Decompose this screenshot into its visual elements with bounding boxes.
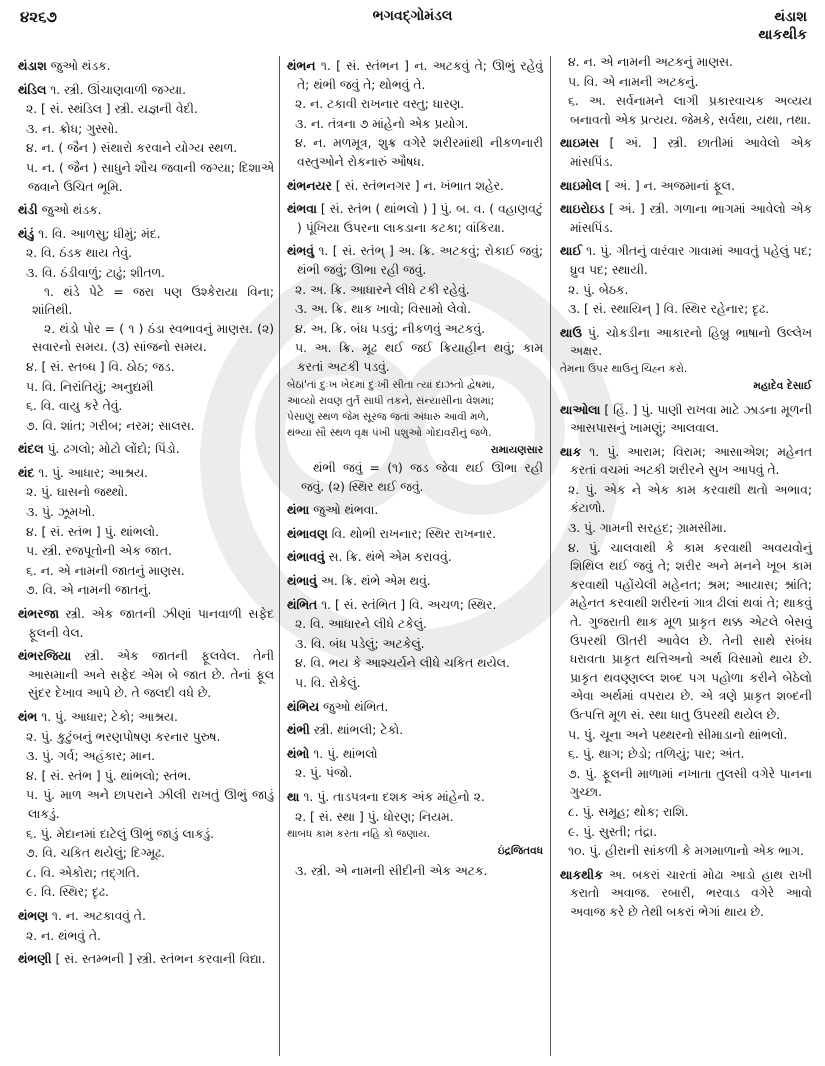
sense-definition: ૫. વિ. રોકેલું. [295, 676, 361, 691]
column-divider [550, 56, 551, 1056]
definition: ૧. [ સં. સ્તંભ્ ] અ. ક્રિ. અટકવું; રોકાઈ જવું; થંભી જવું; ઊભા રહી જવું. [297, 244, 543, 277]
sense-definition: ૩. વિ. ઠંડીવાળું; ટાઢું; શીતળ. [26, 265, 165, 280]
headword: થંભ [18, 710, 38, 724]
dictionary-entry [287, 242, 543, 279]
sense-definition: ૫. વિ. નિરાંતિયું; અનુદ્યમી [26, 379, 154, 394]
headword: થંભો [287, 746, 310, 761]
column-divider [279, 56, 280, 1056]
headword: થંભાવવું [287, 550, 325, 565]
definition: જુઓ થંડક. [50, 59, 111, 73]
headword: થંદ [18, 465, 35, 480]
dictionary-entry [287, 548, 543, 567]
headword: થાઇમોલ [560, 178, 602, 193]
sense-definition: ૩. [ સં. સ્થાયિન્ ] વિ. સ્થિર રહેનાર; દૃઢ. [568, 302, 770, 317]
sense-definition: ૩. પું. ગામની સરહદ; ગ્રામસીમા. [568, 521, 727, 536]
headword: થંભા [287, 503, 310, 518]
sense-definition: ૨. વિ. ઠંડક થાય તેવું. [26, 246, 132, 261]
headword: થંભણ [18, 908, 48, 923]
dictionary-entry [18, 647, 274, 703]
column-1 [18, 52, 274, 969]
quotation-source: મહાદેવ દેસાઈ [753, 379, 812, 392]
sense-definition: ૫. અ. ક્રિ. મૂઢ થઈ જઈ ક્રિયાહીન થવું; કામ કરતાં અટકી પડવું. [295, 341, 543, 374]
quotation-line: થંભ્યાં સૌ સ્થળ વૃક્ષ પંખી પશુઓ ગોદાવરીનું જળે. [287, 426, 492, 439]
definition: અ. ક્રિ. થંભે એમ થવું. [320, 574, 431, 589]
dictionary-entry [560, 866, 812, 922]
definition: સ. ક્રિ. થંભે એમ કરાવવું. [328, 550, 452, 565]
sense-definition: ૭. પું. ફૂલની માળામાં નખાતા તુલસી વગેરે પાનના ગુચ્છા. [568, 766, 812, 800]
definition: [ સં. સ્તંભનગર ] ન. ખંભાત શહેર. [335, 178, 504, 193]
sense-definition: ૨. [ સં. સ્થંડિલ ] સ્ત્રી. યજ્ઞની વેદી. [26, 102, 198, 117]
definition: ૧. પું. આધાર; આશ્રય. [38, 465, 148, 480]
sense-definition: ૨. પું. પંજો. [295, 766, 353, 781]
sense-definition: ૧૦. પું. હીરાની સાંકળી કે મગમાળાનો એક ભાગ. [568, 844, 804, 859]
definition: ૧. સ્ત્રી. ઊંચાણવાળી જગ્યા. [50, 82, 186, 97]
guide-word-first: થંડાશ [774, 9, 807, 25]
quotation-source: ઇંદ્રજિતવધ [497, 845, 543, 858]
column-2 [287, 52, 543, 880]
dictionary-entry [18, 605, 274, 642]
headword: થાઈ [560, 244, 582, 259]
headword: થંભિય [287, 699, 320, 714]
sense-definition: ૫. સ્ત્રી. રજપૂતોની એક જાત. [26, 544, 172, 559]
column-3 [560, 52, 812, 922]
sense-definition: ૪. [ સં. સ્તંભ ] પું. થાંભલો. [26, 524, 159, 539]
dictionary-entry [560, 177, 812, 196]
dictionary-entry [287, 721, 543, 740]
dictionary-entry [560, 200, 812, 237]
sense-definition: ૪. [ સં. સ્તબ્ધ ] વિ. ઠોઠ; જડ. [26, 359, 175, 374]
sense-definition: ૩. પું. ઝૂમખો. [26, 505, 96, 520]
definition: ૧. ન. અટકાવવું તે. [51, 908, 146, 923]
headword: થંભનયર [287, 178, 332, 193]
dictionary-entry [287, 572, 543, 591]
quotation-source: રામાયણસાર [490, 443, 543, 456]
sense-definition: ૪. ન. એ નામની અટકનું માણસ. [568, 55, 733, 69]
definition: જુઓ થંડક. [41, 203, 102, 218]
definition: [ અં. ] સ્ત્રી. છાતીમાં આવેલો એક માંસપિંડ. [570, 136, 812, 169]
definition: ૧. પું. થાંભલો [313, 746, 378, 761]
headword: થંડિલ [18, 82, 47, 97]
dictionary-entry [18, 907, 274, 926]
sense-definition: ૨. ન. ટકાવી રાખનાર વસ્તુ; ધારણ. [295, 97, 465, 112]
definition: [ સં. સ્તમ્ભની ] સ્ત્રી. સ્તંભન કરવાની વિદ્યા. [55, 952, 266, 967]
headword: થા [287, 790, 300, 804]
dictionary-entry [287, 200, 543, 237]
headword: થાક [560, 444, 582, 459]
dictionary-entry [18, 440, 274, 459]
sense-definition: ૩. અ. ક્રિ. થાક ખાવો; વિસામો લેવો. [295, 302, 472, 317]
definition: ૧. પું. ગીતનું વારંવાર ગાવામાં આવતું પહેલું પદ; ધ્રુવ પદ; સ્થાયી. [570, 244, 812, 277]
definition: [ સં. સ્તંભ ( થાંભલો ) ] પું. બ. વ. ( વહાણવટું ) પૂંખિયા ઉપરના લાકડાના કટકા; વાંકિયા. [297, 202, 543, 235]
definition: અ. બકરાં ચારતાં મોઢા આડો હાથ રાખી કરાતો અવાજ. રબારી, ભરવાડ વગેરે આવો અવાજ કરે છે તેથી બકરાં ભેગાં થાય છે. [570, 867, 812, 919]
quotation-line: થાબંધ કામ કરતા નહિ કો જણાય. [287, 828, 431, 841]
sense-definition: ૬. ન. એ નામની જાતનું માણસ. [26, 563, 185, 578]
sense-definition: ૪. વિ. ભય કે આશ્ચર્યને લીધે ચકિત થયેલ. [295, 656, 510, 671]
dictionary-entry [18, 464, 274, 483]
quotation-line: આવ્યો રાવણ તુર્ત સાધી તકને, સંન્યાસીના વેશમાં; [287, 394, 495, 407]
sense-definition: ૬. અ. સર્વનામને લાગી પ્રકારવાચક અવ્યય બનાવતો એક પ્રત્યય. જેમકે, સર્વથા, યથા, તથા. [568, 94, 812, 127]
sense-definition: ૩. સ્ત્રી. એ નામની સીદીની એક અટક. [295, 863, 488, 878]
definition: જુઓ થંભવા. [313, 503, 379, 518]
headword: થંભરજિયા [18, 649, 72, 664]
sense-definition: ૮. પું. સમૂહ; થોક; રાશિ. [568, 804, 689, 819]
definition: ૧. પું. આરામ; વિરામ; આસાએશ; મહેનત કરતાં વચમાં અટકી શરીરને સુખ આપવું તે. [570, 444, 812, 478]
dictionary-entry [560, 401, 812, 438]
dictionary-entry [287, 788, 543, 807]
headword: થંભવું [287, 244, 314, 259]
dictionary-entry [560, 134, 812, 171]
sense-definition: ૪. અ. ક્રિ. બંધ પડવું; નીકળવું અટકવું. [295, 321, 486, 336]
headword: થાઓલા [560, 402, 601, 417]
dictionary-entry [287, 745, 543, 764]
guide-words [758, 8, 807, 44]
dictionary-entry [560, 242, 812, 279]
headword: થાકથીક [560, 867, 603, 882]
sense-definition: ૪. ન. ( જૈન ) સંથારો કરવાને યોગ્ય સ્થળ. [26, 141, 238, 156]
definition: સ્ત્રી. એક જાતની ફૂલવેલ. તેની આસમાની અને સફેદ એમ બે જાત છે. તેનાં ફૂલ સુંદર દેખાવ આપે છે. તે જલદી વધે છે. [28, 649, 274, 701]
quotation-line: બેઠાં'તાં દુઃખ ખેદમાં દુઃખી સીતા ત્યાં દાઝતો દ્વેષમાં, [287, 378, 495, 391]
sense-definition: ૫. પું. ચૂના અને પથ્થરનો સીમાડાનો થાંભલો. [568, 727, 788, 742]
sense-definition: ૨. પું. એક ને એક કામ કરવાથી થતો અભાવ; કંટાળો. [568, 482, 812, 516]
sense-definition: ૪. પું. ચાલવાથી કે કામ કરવાથી અવયવોનું શિથિલ થઈ જવું તે; શરીર અને મનને ખૂબ કામ કરવાથી પહોંચેલી મહેનત; શ્રમ; આયાસ; શ્રાંતિ; મહેનત કરવાથી શરીરનાં ગાત્ર ઢીલાં થવાં તે; થાકવું તે. ગુજરાતી થાક મૂળ પ્રાકૃત થક્ક એટલે બેસવું ઉપરથી ઊતરી આવેલ છે. તેની સાથે સંબંધ ધરાવતા પ્રાકૃત થત્તિઅનો અર્થ વિસામો થાય છે. પ્રાકૃત થવણ્ણલ્લ શબ્દ પગ પહોળા કરીને બેઠેલો એવા અર્થમાં વપરાય છે. એ ત્રણે પ્રાકૃત શબ્દની ઉત્પત્તિ મૂળ સં. સ્થા ધાતુ ઉપરથી થયેલ છે. [568, 540, 812, 722]
definition: [ અં. ] સ્ત્રી. ગળાના ભાગમાં આવેલો એક માંસપિંડ. [570, 202, 812, 235]
headword: થાઉ [560, 325, 582, 340]
dictionary-entry [287, 596, 543, 615]
dictionary-entry [560, 324, 812, 361]
definition: ૧. પું. આધાર; ટેકો; આશ્રય. [41, 710, 178, 724]
definition: જુઓ થંભિત. [323, 699, 389, 714]
headword: થંભાવું [287, 574, 317, 589]
sense-definition: ૪. ન. મળમૂત્ર, શુક્ર વગેરે શરીરમાંથી નીકળનારી વસ્તુઓને રોકનારું ઔષધ. [295, 136, 543, 169]
sense-definition: ૮. વિ. એકોરા; તદ્ગતિ. [26, 865, 140, 880]
quotation-line: તેમના ઉપર થાઉનું ચિહ્ન કરો. [560, 362, 688, 375]
sense-definition: ૨. પું. ઘાસનો જથ્થો. [26, 485, 129, 500]
sense-definition: ૩. ન. ક્રોધ; ગુસ્સો. [26, 121, 119, 136]
definition: સ્ત્રી. થાંભલી; ટેકો. [313, 723, 404, 738]
sense-definition: ૨. પું. કુટુંબનું ભરણપોષણ કરનાર પુરુષ. [26, 729, 221, 744]
quotation-line: પેસાણું સ્થળ જેમ સૂરજ જતાં અંધારું આવી મળે, [287, 410, 490, 423]
definition: [ હિં. ] પું. પાણી રાખવા માટે ઝાડના મૂળની આસપાસનું ખામણું; આલવાલ. [570, 402, 812, 436]
sense-definition: ૨. અ. ક્રિ. આધારને લીધે ટકી રહેવું. [295, 282, 470, 297]
dictionary-entry [287, 177, 543, 196]
headword: થાઇમસ [560, 136, 599, 151]
page-number: ૪૨૬૭ [20, 8, 57, 26]
dictionary-entry [18, 201, 274, 220]
definition: વિ. થોભી રાખનાર; સ્થિર રાખનાર. [331, 526, 497, 541]
dictionary-entry [18, 81, 274, 100]
sense-definition: ૪. [ સં. સ્તંભ ] પું. થાંભલો; સ્તંભ. [26, 768, 192, 783]
definition: પું. ઢગલો; મોટો લોંદો; પિંડો. [47, 442, 180, 457]
headword: થંભન [287, 59, 316, 73]
idiom-definition: ૨. થંડો પોર = ( ૧ ) ઠંડા સ્વભાવનું માણસ. (૨) સવારનો સમય. (૩) સાંજનો સમય. [32, 321, 274, 355]
sense-definition: ૨. [ સં. સ્થા ] પું. ધોરણ; નિયમ. [295, 809, 454, 824]
sense-definition: ૯. પું. સુસ્તી; તંદ્રા. [568, 824, 658, 839]
sense-definition: ૫. વિ. એ નામની અટકનું. [568, 74, 699, 89]
headword: થંડાશ [18, 59, 47, 73]
book-title: ભગવદ્ગોમંડલ [372, 8, 453, 24]
headword: થાઇરોઇડ [560, 202, 605, 217]
definition: [ અં. ] ન. અજમાનાં ફૂલ. [605, 178, 735, 193]
guide-word-last: થાકથીક [758, 27, 807, 43]
idiom-definition: થંભી જવું = (૧) જડ જેવા થઈ ઊભા રહી જવું. (૨) સ્થિર થઈ જવું. [301, 461, 543, 494]
sense-definition: ૩. ન. તંત્રના ૭ માંહેનો એક પ્રયોગ. [295, 116, 469, 131]
dictionary-entry [560, 443, 812, 480]
dictionary-entry [287, 501, 543, 520]
headword: થંભણી [18, 952, 52, 967]
headword: થંભી [287, 723, 310, 738]
sense-definition: ૬. પું. થાગ; છેડો; તળિયું; પાર; અંત. [568, 747, 745, 762]
headword: થંભાવણ [287, 526, 328, 541]
sense-definition: ૨. પું. બેઠક. [568, 282, 629, 297]
sense-definition: ૯. વિ. સ્થિર; દૃઢ. [26, 885, 109, 900]
idiom-definition: ૧. થંડે પેટે = જરા પણ ઉશ્કેરાયા વિના; શાંતિથી. [32, 284, 274, 318]
definition: ૧. [ સં. સ્તંભિત ] વિ. અચળ; સ્થિર. [321, 597, 497, 612]
sense-definition: ૬. પું. મેદાનમાં દાટેલું ઊભું જાડું લાકડું. [26, 826, 215, 841]
sense-definition: ૩. વિ. બંધ પડેલું; અટકેલું. [295, 636, 425, 651]
definition: પું. ચોકડીના આકારનો હિબ્રુ ભાષાનો ઉલ્લેખ અક્ષર. [570, 325, 812, 359]
definition: સ્ત્રી. એક જાતની ઝીણાં પાનવાળી સફેદ ફૂલની વેલ. [28, 607, 274, 640]
sense-definition: ૭. વિ. શાંત; ગરીબ; નરમ; સાલસ. [26, 418, 195, 433]
headword: થંદલ [18, 442, 44, 457]
dictionary-entry [287, 57, 543, 94]
sense-definition: ૬. વિ. વાયુ કરે તેવું. [26, 399, 123, 414]
sense-definition: ૭. વિ. ચકિત થયેલું; દિગ્મૂઢ. [26, 846, 166, 861]
sense-definition: ૨. ન. થંભવું તે. [26, 928, 101, 943]
headword: થંભવા [287, 202, 317, 217]
definition: ૧. વિ. આળસુ; ધીમું; મંદ. [38, 226, 161, 241]
sense-definition: ૫. પું. માળ અને છાપરાને ઝીલી રાખતું ઊભું જાડું લાકડું. [26, 788, 274, 821]
dictionary-entry [18, 225, 274, 244]
headword: થંડું [18, 226, 35, 241]
headword: થંભરજા [18, 607, 59, 622]
sense-definition: ૫. ન. ( જૈન ) સાધુને શૌચ જવાની જગ્યા; દિશાએ જવાને ઉચિત ભૂમિ. [26, 160, 274, 194]
dictionary-entry [287, 525, 543, 544]
sense-definition: ૭. વિ. એ નામની જાતનું. [26, 583, 152, 598]
sense-definition: ૩. પું. ગર્વ; અહંકાર; માન. [26, 749, 156, 764]
headword: થંભિત [287, 597, 318, 612]
definition: ૧. પું. તાડપત્રના દશક અંક માંહેનો ૨. [303, 790, 485, 804]
sense-definition: ૨. વિ. આધારને લીધે ટકેલું. [295, 617, 427, 632]
headword: થંડી [18, 203, 38, 218]
dictionary-entry [18, 57, 274, 76]
definition: ૧. [ સં. સ્તંભન ] ન. અટકવું તે; ઊભું રહેવું તે; થંભી જવું તે; થોભવું તે. [297, 59, 543, 92]
dictionary-entry [287, 698, 543, 717]
dictionary-entry [18, 950, 274, 969]
dictionary-entry [18, 708, 274, 727]
